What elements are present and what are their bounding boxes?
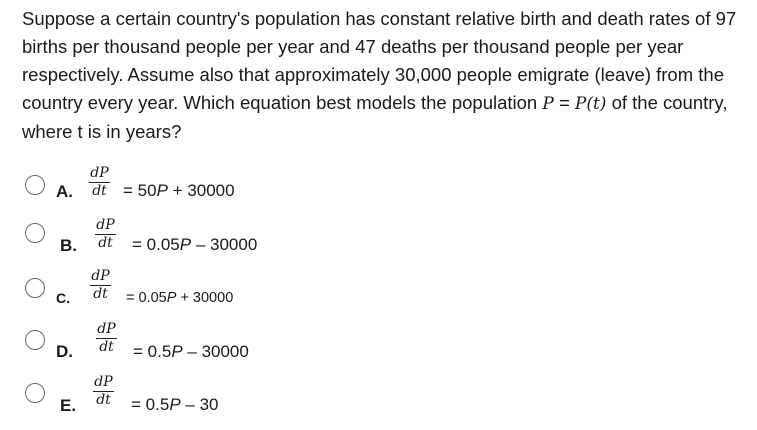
option-a-denominator: dt [92,183,107,199]
option-c-expression [126,290,233,306]
option-a-var: P [156,181,168,200]
question-func: P(t) [574,94,607,114]
question-equals: = [553,92,575,113]
option-e-radio[interactable] [25,383,45,403]
option-d-derivative [96,321,117,356]
option-b-letter: B. [60,236,77,255]
option-c-derivative [90,268,111,303]
option-c-letter: C. [56,290,70,306]
option-d-coef: 0.5 [147,342,172,361]
option-d-rest: – 30000 [187,342,249,361]
option-d[interactable] [0,321,757,369]
option-a-derivative [89,165,110,200]
option-a-numerator: dP [90,165,109,181]
option-b-coef: 0.05 [146,235,180,254]
question-tail: of the country, where t is in years? [22,92,728,142]
option-e-coef: 0.5 [145,395,170,414]
question-var-p: P [542,94,554,114]
option-e-denominator: dt [96,392,111,408]
option-b-denominator: dt [98,235,113,251]
option-e-expression [131,395,218,415]
option-b-radio[interactable] [25,223,45,243]
option-a-expression [123,181,235,201]
option-a-rest: + 30000 [172,181,235,200]
option-c-var: P [166,290,177,306]
option-d-radio[interactable] [25,330,45,350]
question-text [22,5,747,146]
option-b-expression [132,235,257,255]
option-b-var: P [179,235,192,254]
option-e-rest: – 30 [185,395,219,414]
question-body: Suppose a certain country's population has constant relative birth and death rates of 97 births per thousand people per year and 47 deaths per thousand people per year respectively. Assume also that approximately 30,000 people emigrate (leave) from the country every year. Which equation best models the population [22,8,737,113]
option-c-eq: = [126,290,135,306]
option-c[interactable] [0,268,757,316]
option-b-derivative [95,217,116,252]
option-a-letter: A. [56,182,73,201]
option-c-radio[interactable] [25,278,45,298]
option-a-eq: = [123,181,133,200]
option-b-numerator: dP [96,217,115,233]
option-c-numerator: dP [91,268,110,284]
option-e-letter: E. [60,396,77,415]
option-c-coef: 0.05 [138,290,167,306]
option-d-letter: D. [56,342,73,361]
option-a-coef: 50 [137,181,157,200]
option-e[interactable] [0,374,757,422]
option-d-expression [133,342,249,362]
option-d-var: P [171,342,183,361]
option-b-rest: – 30000 [195,235,258,254]
option-b-eq: = [132,235,142,254]
option-e-derivative [93,374,114,409]
option-d-denominator: dt [99,339,114,355]
option-e-eq: = [131,395,141,414]
option-d-numerator: dP [97,321,116,337]
option-a-radio[interactable] [25,175,45,195]
option-c-rest: + 30000 [180,290,234,306]
option-a[interactable] [0,165,757,213]
option-c-denominator: dt [93,286,108,302]
option-e-var: P [169,395,181,414]
option-d-eq: = [133,342,143,361]
option-e-numerator: dP [94,374,113,390]
option-b[interactable] [0,217,757,265]
